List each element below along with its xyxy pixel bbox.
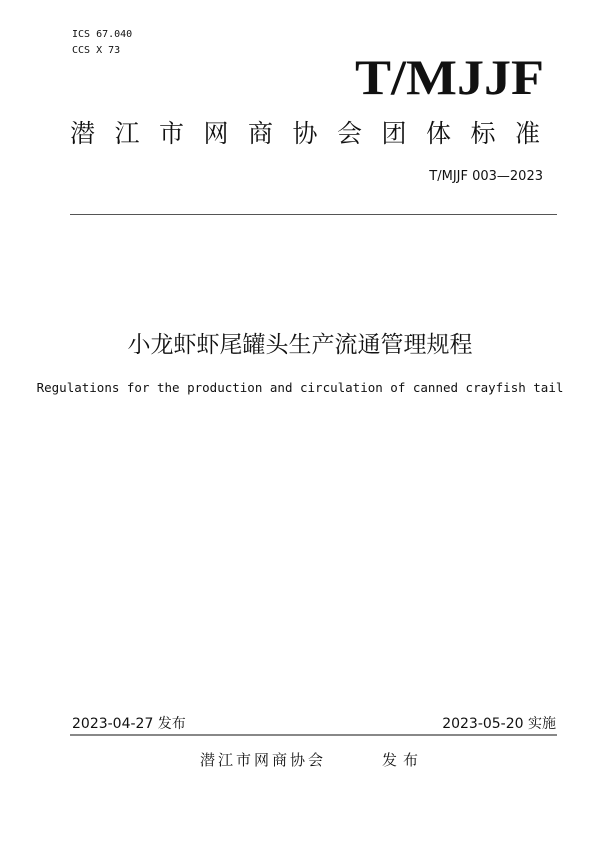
standard-logo: T/MJJF: [355, 49, 544, 105]
ics-code: ICS 67.040: [72, 29, 133, 40]
document-title-cn: 小龙虾虾尾罐头生产流通管理规程: [127, 332, 473, 358]
organization-standard-heading: 潜江市网商协会团体标准: [70, 119, 560, 148]
effective-date: 2023-05-20 实施: [442, 716, 556, 732]
publish-date: 2023-04-27 发布: [72, 716, 186, 732]
standard-number: T/MJJF 003—2023: [429, 169, 543, 184]
top-divider: [70, 214, 557, 215]
bottom-divider: [70, 734, 557, 736]
ccs-code: CCS X 73: [72, 45, 121, 56]
issue-label: 发布: [382, 751, 425, 769]
document-title-en: Regulations for the production and circulation of canned crayfish tail: [36, 380, 564, 395]
issuer-name: 潜江市网商协会: [200, 751, 327, 769]
